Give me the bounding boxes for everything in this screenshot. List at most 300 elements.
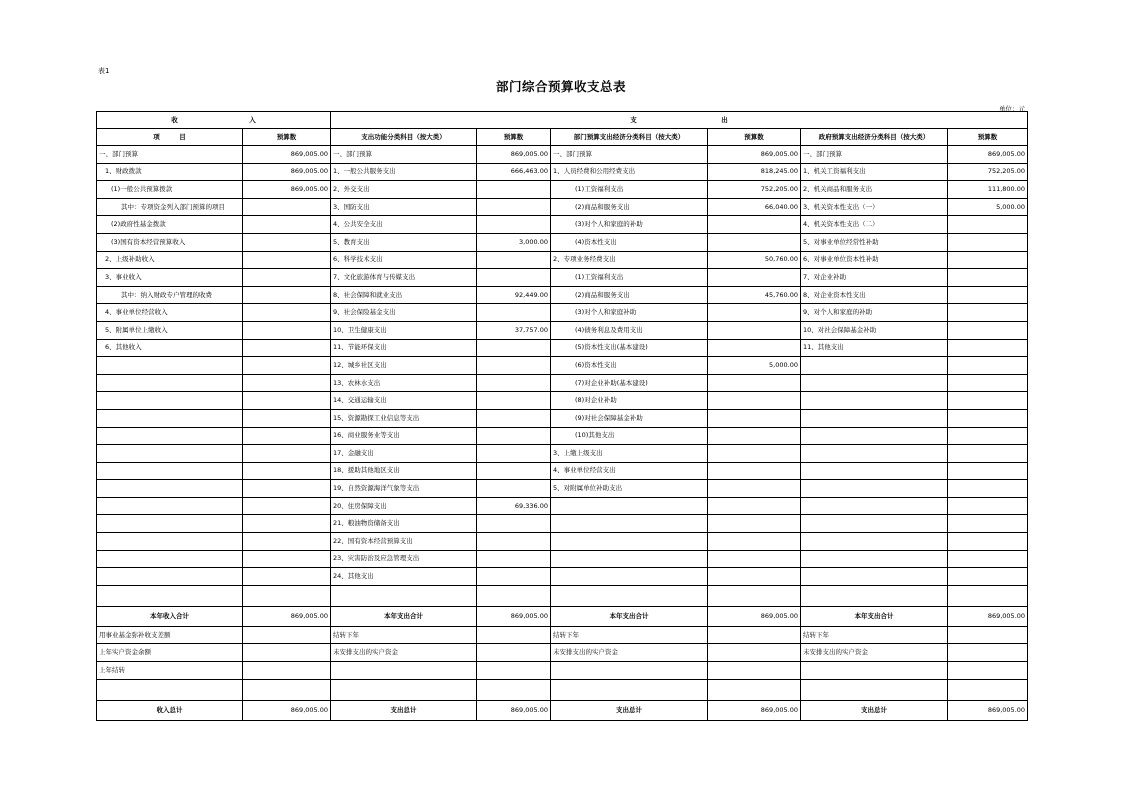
dept-econ-amount xyxy=(708,233,801,251)
function-amount xyxy=(477,462,551,480)
income-item: 其中：专项资金列入部门预算的项目 xyxy=(97,198,243,216)
income-amount xyxy=(243,497,331,515)
function-amount: 869,005.00 xyxy=(477,606,551,626)
table-row xyxy=(97,181,1028,199)
function-item: 24、其他支出 xyxy=(331,568,477,586)
income-item xyxy=(97,409,243,427)
gov-econ-amount xyxy=(948,233,1028,251)
gov-econ-amount xyxy=(948,216,1028,234)
function-amount xyxy=(477,357,551,375)
table-row xyxy=(97,533,1028,551)
dept-econ-amount xyxy=(708,339,801,357)
dept-econ-item: (1)工资福利支出 xyxy=(551,181,708,199)
section-band-row xyxy=(97,112,1028,129)
function-amount: 37,757.00 xyxy=(477,321,551,339)
income-item: 一、部门预算 xyxy=(97,146,243,164)
table-row xyxy=(97,462,1028,480)
dept-econ-amount xyxy=(708,269,801,287)
header-gov-econ-class: 政府预算支出经济分类科目（按大类） xyxy=(801,129,948,146)
table-row xyxy=(97,321,1028,339)
dept-econ-item: (3)对个人和家庭的补助 xyxy=(551,216,708,234)
income-amount xyxy=(243,568,331,586)
income-amount xyxy=(243,286,331,304)
gov-econ-item: 未安排支出的实户资金 xyxy=(801,644,948,662)
dept-econ-amount: 869,005.00 xyxy=(708,146,801,164)
dept-econ-item: 5、对附属单位补助支出 xyxy=(551,480,708,498)
gov-econ-amount xyxy=(948,357,1028,375)
income-item xyxy=(97,533,243,551)
function-item: 5、教育支出 xyxy=(331,233,477,251)
function-item: 1、一般公共服务支出 xyxy=(331,163,477,181)
table-row xyxy=(97,339,1028,357)
dept-econ-amount xyxy=(708,216,801,234)
table-row xyxy=(97,198,1028,216)
function-item: 19、自然资源海洋气象等支出 xyxy=(331,480,477,498)
gov-econ-item: 1、机关工资福利支出 xyxy=(801,163,948,181)
function-item: 本年支出合计 xyxy=(331,606,477,626)
gov-econ-item: 一、部门预算 xyxy=(801,146,948,164)
function-amount xyxy=(477,445,551,463)
empty-cell xyxy=(801,585,948,606)
gov-econ-amount xyxy=(948,374,1028,392)
gov-econ-amount: 111,800.00 xyxy=(948,181,1028,199)
dept-econ-amount xyxy=(708,626,801,644)
gov-econ-item: 10、对社会保障基金补助 xyxy=(801,321,948,339)
income-amount xyxy=(243,445,331,463)
function-item: 14、交通运输支出 xyxy=(331,392,477,410)
function-amount: 92,449.00 xyxy=(477,286,551,304)
blank-row xyxy=(97,679,1028,700)
income-item: 1、财政拨款 xyxy=(97,163,243,181)
gov-econ-amount xyxy=(948,339,1028,357)
dept-econ-item: (4)债务利息及费用支出 xyxy=(551,321,708,339)
dept-econ-item: (6)资本性支出 xyxy=(551,357,708,375)
function-amount xyxy=(477,568,551,586)
function-amount xyxy=(477,392,551,410)
function-item: 9、社会保险基金支出 xyxy=(331,304,477,322)
gov-econ-item xyxy=(801,445,948,463)
header-budget-income: 预算数 xyxy=(243,129,331,146)
gov-econ-amount xyxy=(948,304,1028,322)
income-item xyxy=(97,480,243,498)
table-row xyxy=(97,374,1028,392)
table-row xyxy=(97,146,1028,164)
dept-econ-amount: 50,760.00 xyxy=(708,251,801,269)
income-amount xyxy=(243,427,331,445)
header-dept-econ-class: 部门预算支出经济分类科目（按大类） xyxy=(551,129,708,146)
function-item: 17、金融支出 xyxy=(331,445,477,463)
dept-econ-amount xyxy=(708,427,801,445)
empty-cell xyxy=(331,679,477,700)
gov-econ-item: 6、对事业单位资本性补助 xyxy=(801,251,948,269)
function-amount xyxy=(477,480,551,498)
gov-econ-item: 9、对个人和家庭的补助 xyxy=(801,304,948,322)
income-amount xyxy=(243,550,331,568)
gov-econ-amount xyxy=(948,392,1028,410)
table-row xyxy=(97,304,1028,322)
header-function-class: 支出功能分类科目（按大类） xyxy=(331,129,477,146)
gov-econ-amount xyxy=(948,286,1028,304)
dept-econ-item: 结转下年 xyxy=(551,626,708,644)
gov-econ-amount xyxy=(948,644,1028,662)
income-item: 6、其他收入 xyxy=(97,339,243,357)
dept-econ-item: (8)对企业补助 xyxy=(551,392,708,410)
function-item: 6、科学技术支出 xyxy=(331,251,477,269)
income-amount xyxy=(243,233,331,251)
income-item xyxy=(97,568,243,586)
dept-econ-amount xyxy=(708,497,801,515)
dept-econ-item: 4、事业单位经营支出 xyxy=(551,462,708,480)
function-amount xyxy=(477,374,551,392)
dept-econ-amount xyxy=(708,462,801,480)
income-item: 上年结转 xyxy=(97,662,243,680)
function-amount xyxy=(477,550,551,568)
gov-econ-amount xyxy=(948,662,1028,680)
dept-econ-item: 支出总计 xyxy=(551,700,708,720)
form-label: 表1 xyxy=(98,67,110,75)
function-item: 18、援助其他地区支出 xyxy=(331,462,477,480)
gov-econ-item: 3、机关资本性支出（一） xyxy=(801,198,948,216)
income-amount xyxy=(243,339,331,357)
function-item: 8、社会保障和就业支出 xyxy=(331,286,477,304)
gov-econ-item: 2、机关商品和服务支出 xyxy=(801,181,948,199)
function-item: 支出总计 xyxy=(331,700,477,720)
income-item: 2、上级补助收入 xyxy=(97,251,243,269)
income-amount xyxy=(243,198,331,216)
gov-econ-amount xyxy=(948,480,1028,498)
function-item: 4、公共安全支出 xyxy=(331,216,477,234)
income-item xyxy=(97,357,243,375)
income-amount xyxy=(243,480,331,498)
function-amount xyxy=(477,216,551,234)
income-amount xyxy=(243,251,331,269)
gov-econ-item: 4、机关资本性支出（二） xyxy=(801,216,948,234)
gov-econ-item xyxy=(801,533,948,551)
gov-econ-item xyxy=(801,392,948,410)
dept-econ-item xyxy=(551,568,708,586)
gov-econ-item: 支出总计 xyxy=(801,700,948,720)
dept-econ-amount: 818,245.00 xyxy=(708,163,801,181)
carryover-row xyxy=(97,662,1028,680)
income-amount xyxy=(243,533,331,551)
budget-summary-table xyxy=(96,111,1028,721)
unit-label: 单位：元 xyxy=(999,105,1025,113)
table-row xyxy=(97,216,1028,234)
dept-econ-amount: 5,000.00 xyxy=(708,357,801,375)
income-item: 其中：纳入财政专户管理的收费 xyxy=(97,286,243,304)
income-item: (1)一般公共预算拨款 xyxy=(97,181,243,199)
carryover-row xyxy=(97,626,1028,644)
dept-econ-amount xyxy=(708,409,801,427)
function-amount: 666,463.00 xyxy=(477,163,551,181)
income-item xyxy=(97,497,243,515)
income-amount xyxy=(243,321,331,339)
empty-cell xyxy=(708,585,801,606)
function-amount xyxy=(477,198,551,216)
empty-cell xyxy=(948,585,1028,606)
table-row xyxy=(97,480,1028,498)
income-item: 收入总计 xyxy=(97,700,243,720)
header-budget-function: 预算数 xyxy=(477,129,551,146)
empty-cell xyxy=(948,679,1028,700)
function-item: 20、住房保障支出 xyxy=(331,497,477,515)
table-row xyxy=(97,233,1028,251)
income-item: (2)政府性基金拨款 xyxy=(97,216,243,234)
empty-cell xyxy=(243,585,331,606)
function-amount xyxy=(477,251,551,269)
table-row xyxy=(97,550,1028,568)
function-item: 一、部门预算 xyxy=(331,146,477,164)
income-item xyxy=(97,392,243,410)
table-row xyxy=(97,497,1028,515)
income-amount xyxy=(243,216,331,234)
dept-econ-item: 本年支出合计 xyxy=(551,606,708,626)
function-amount xyxy=(477,644,551,662)
gov-econ-amount: 869,005.00 xyxy=(948,700,1028,720)
income-amount xyxy=(243,374,331,392)
income-item xyxy=(97,515,243,533)
function-amount xyxy=(477,181,551,199)
dept-econ-item: 2、专项业务经费支出 xyxy=(551,251,708,269)
gov-econ-item xyxy=(801,480,948,498)
income-item: 5、附属单位上缴收入 xyxy=(97,321,243,339)
income-item: 3、事业收入 xyxy=(97,269,243,287)
income-amount xyxy=(243,662,331,680)
gov-econ-amount xyxy=(948,269,1028,287)
gov-econ-amount xyxy=(948,427,1028,445)
empty-cell xyxy=(551,679,708,700)
empty-cell xyxy=(708,679,801,700)
gov-econ-amount xyxy=(948,445,1028,463)
gov-econ-item xyxy=(801,497,948,515)
dept-econ-amount xyxy=(708,662,801,680)
dept-econ-amount xyxy=(708,480,801,498)
empty-cell xyxy=(97,679,243,700)
dept-econ-item: (2)商品和服务支出 xyxy=(551,198,708,216)
income-item: 用事业基金弥补收支差额 xyxy=(97,626,243,644)
dept-econ-item: 一、部门预算 xyxy=(551,146,708,164)
income-amount xyxy=(243,357,331,375)
dept-econ-amount xyxy=(708,321,801,339)
gov-econ-amount xyxy=(948,251,1028,269)
income-item: 上年实户资金余额 xyxy=(97,644,243,662)
function-amount xyxy=(477,409,551,427)
gov-econ-item: 7、对企业补助 xyxy=(801,269,948,287)
dept-econ-item: (2)商品和服务支出 xyxy=(551,286,708,304)
dept-econ-item xyxy=(551,550,708,568)
income-amount: 869,005.00 xyxy=(243,181,331,199)
gov-econ-amount xyxy=(948,568,1028,586)
dept-econ-item: 1、人员经费和公用经费支出 xyxy=(551,163,708,181)
dept-econ-amount xyxy=(708,644,801,662)
income-band: 收 入 xyxy=(97,112,331,129)
gov-econ-amount xyxy=(948,462,1028,480)
dept-econ-item: (9)对社会保障基金补助 xyxy=(551,409,708,427)
function-amount: 69,336.00 xyxy=(477,497,551,515)
gov-econ-item: 本年支出合计 xyxy=(801,606,948,626)
income-amount xyxy=(243,409,331,427)
year-total-row xyxy=(97,606,1028,626)
income-amount xyxy=(243,304,331,322)
function-amount xyxy=(477,662,551,680)
gov-econ-item xyxy=(801,662,948,680)
dept-econ-amount xyxy=(708,533,801,551)
carryover-row xyxy=(97,644,1028,662)
gov-econ-amount xyxy=(948,626,1028,644)
dept-econ-amount xyxy=(708,568,801,586)
function-item: 2、外交支出 xyxy=(331,181,477,199)
function-amount xyxy=(477,304,551,322)
function-item: 10、卫生健康支出 xyxy=(331,321,477,339)
gov-econ-item: 8、对企业资本性支出 xyxy=(801,286,948,304)
income-item xyxy=(97,374,243,392)
dept-econ-amount xyxy=(708,392,801,410)
income-amount: 869,005.00 xyxy=(243,163,331,181)
dept-econ-item: 未安排支出的实户资金 xyxy=(551,644,708,662)
function-item: 结转下年 xyxy=(331,626,477,644)
function-item: 15、资源勘探工业信息等支出 xyxy=(331,409,477,427)
empty-cell xyxy=(551,585,708,606)
dept-econ-amount: 45,760.00 xyxy=(708,286,801,304)
income-item: (3)国有资本经营预算收入 xyxy=(97,233,243,251)
grand-total-row xyxy=(97,700,1028,720)
dept-econ-amount: 869,005.00 xyxy=(708,700,801,720)
income-amount: 869,005.00 xyxy=(243,606,331,626)
table-row xyxy=(97,163,1028,181)
empty-cell xyxy=(801,679,948,700)
header-budget-dept: 预算数 xyxy=(708,129,801,146)
dept-econ-amount xyxy=(708,550,801,568)
function-item: 13、农林水支出 xyxy=(331,374,477,392)
table-row xyxy=(97,357,1028,375)
function-item: 11、节能环保支出 xyxy=(331,339,477,357)
empty-cell xyxy=(97,585,243,606)
dept-econ-amount xyxy=(708,304,801,322)
dept-econ-item: (7)对企业补助(基本建设) xyxy=(551,374,708,392)
income-amount xyxy=(243,269,331,287)
function-amount xyxy=(477,515,551,533)
function-amount xyxy=(477,427,551,445)
table-row xyxy=(97,409,1028,427)
income-amount xyxy=(243,626,331,644)
function-item: 23、灾害防治及应急管理支出 xyxy=(331,550,477,568)
dept-econ-amount: 869,005.00 xyxy=(708,606,801,626)
page-title: 部门综合预算收支总表 xyxy=(495,79,626,94)
dept-econ-amount xyxy=(708,445,801,463)
gov-econ-item xyxy=(801,550,948,568)
empty-cell xyxy=(331,585,477,606)
gov-econ-amount: 869,005.00 xyxy=(948,146,1028,164)
gov-econ-amount: 5,000.00 xyxy=(948,198,1028,216)
gov-econ-amount: 869,005.00 xyxy=(948,606,1028,626)
income-item xyxy=(97,427,243,445)
income-item xyxy=(97,550,243,568)
function-item: 12、城乡社区支出 xyxy=(331,357,477,375)
gov-econ-amount xyxy=(948,409,1028,427)
gov-econ-item: 5、对事业单位经常性补助 xyxy=(801,233,948,251)
table-row xyxy=(97,251,1028,269)
empty-cell xyxy=(243,679,331,700)
function-amount xyxy=(477,533,551,551)
table-row xyxy=(97,568,1028,586)
table-row xyxy=(97,269,1028,287)
gov-econ-item xyxy=(801,462,948,480)
gov-econ-item xyxy=(801,374,948,392)
dept-econ-amount xyxy=(708,374,801,392)
gov-econ-amount xyxy=(948,550,1028,568)
income-item: 4、事业单位经营收入 xyxy=(97,304,243,322)
function-amount xyxy=(477,339,551,357)
income-amount xyxy=(243,644,331,662)
function-amount xyxy=(477,626,551,644)
dept-econ-item: (4)资本性支出 xyxy=(551,233,708,251)
dept-econ-amount xyxy=(708,515,801,533)
gov-econ-item: 11、其他支出 xyxy=(801,339,948,357)
table-row xyxy=(97,286,1028,304)
dept-econ-amount: 752,205.00 xyxy=(708,181,801,199)
gov-econ-item xyxy=(801,568,948,586)
gov-econ-item: 结转下年 xyxy=(801,626,948,644)
dept-econ-item: (1)工资福利支出 xyxy=(551,269,708,287)
function-item: 7、文化旅游体育与传媒支出 xyxy=(331,269,477,287)
gov-econ-item xyxy=(801,515,948,533)
expense-band: 支 出 xyxy=(331,112,1028,129)
gov-econ-amount xyxy=(948,515,1028,533)
income-item xyxy=(97,445,243,463)
header-item: 项 目 xyxy=(97,129,243,146)
function-amount: 869,005.00 xyxy=(477,700,551,720)
function-item: 未安排支出的实户资金 xyxy=(331,644,477,662)
function-amount: 869,005.00 xyxy=(477,146,551,164)
dept-econ-item xyxy=(551,515,708,533)
gov-econ-amount xyxy=(948,497,1028,515)
dept-econ-amount: 66,040.00 xyxy=(708,198,801,216)
dept-econ-item xyxy=(551,662,708,680)
function-amount: 3,000.00 xyxy=(477,233,551,251)
dept-econ-item: 3、上缴上级支出 xyxy=(551,445,708,463)
income-amount: 869,005.00 xyxy=(243,700,331,720)
function-amount xyxy=(477,269,551,287)
income-amount xyxy=(243,392,331,410)
dept-econ-item: (3)对个人和家庭补助 xyxy=(551,304,708,322)
gov-econ-amount xyxy=(948,321,1028,339)
dept-econ-item: (5)资本性支出(基本建设) xyxy=(551,339,708,357)
function-item xyxy=(331,662,477,680)
gov-econ-item xyxy=(801,427,948,445)
blank-row xyxy=(97,585,1028,606)
table-row xyxy=(97,515,1028,533)
income-amount xyxy=(243,515,331,533)
gov-econ-item xyxy=(801,357,948,375)
function-item: 3、国防支出 xyxy=(331,198,477,216)
column-header-row xyxy=(97,129,1028,146)
gov-econ-amount: 752,205.00 xyxy=(948,163,1028,181)
dept-econ-item xyxy=(551,497,708,515)
table-row xyxy=(97,427,1028,445)
income-amount xyxy=(243,462,331,480)
header-budget-gov: 预算数 xyxy=(948,129,1028,146)
income-amount: 869,005.00 xyxy=(243,146,331,164)
gov-econ-item xyxy=(801,409,948,427)
empty-cell xyxy=(477,679,551,700)
dept-econ-item xyxy=(551,533,708,551)
income-item xyxy=(97,462,243,480)
function-item: 22、国有资本经营预算支出 xyxy=(331,533,477,551)
function-item: 16、商业服务业等支出 xyxy=(331,427,477,445)
table-row xyxy=(97,445,1028,463)
income-item: 本年收入合计 xyxy=(97,606,243,626)
empty-cell xyxy=(477,585,551,606)
